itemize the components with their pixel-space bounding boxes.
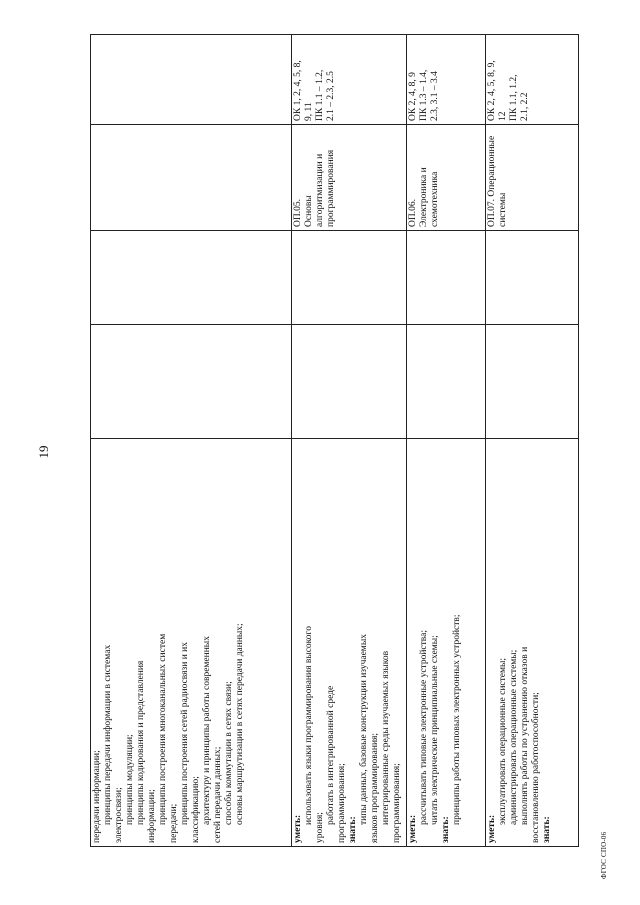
curriculum-table — [90, 34, 579, 847]
requirement-line: программирования; — [337, 763, 347, 843]
section-label: уметь: — [408, 814, 418, 843]
cell-line: 2.3, 3.1 – 3.4 — [430, 71, 440, 121]
requirement-line: администрировать операционные системы; — [509, 649, 519, 825]
requirement-line: работать в интегрированной среде — [326, 685, 336, 825]
requirement-line: языков программирования; — [370, 732, 380, 843]
section-label: уметь: — [487, 814, 497, 843]
table-row — [486, 35, 579, 847]
required-hours-cell — [407, 231, 486, 325]
requirement-line: классификацию; — [191, 776, 201, 843]
table-row — [91, 35, 292, 847]
cell-line: системы — [498, 192, 508, 227]
max-hours-cell — [407, 325, 486, 439]
requirement-line: принципы построения сетей радиосвязи и их — [180, 641, 190, 825]
cell-line: 2.1 – 2.3, 2.5 — [326, 71, 336, 121]
requirement-line: принципы передачи информации в системах — [103, 644, 113, 825]
requirement-line: принципы модуляции; — [125, 734, 135, 825]
required-hours-cell — [292, 231, 407, 325]
cell-line: ОП.06. — [408, 199, 418, 227]
cell-line: 9, 11 — [304, 102, 314, 121]
section-label: уметь: — [293, 814, 303, 843]
max-hours-cell — [292, 325, 407, 439]
cell-line: ПК 1.1, 1.2, — [509, 74, 519, 121]
cell-line: ОК 2, 4, 5, 8, 9, — [487, 60, 497, 121]
page-number: 19 — [36, 445, 51, 459]
discipline-cell — [292, 125, 407, 231]
cell-line: 2.1, 2.2 — [520, 92, 530, 121]
discipline-cell — [407, 125, 486, 231]
cell-line: ПК 1.1 – 1.2, — [315, 69, 325, 121]
requirement-line: информации; — [147, 789, 157, 843]
requirement-line: выполнять работы по устранению отказов и — [520, 646, 530, 825]
requirement-line: использовать языки программирования высокого — [304, 626, 314, 825]
requirement-line: передачи; — [169, 803, 179, 843]
requirement-line: интегрированные среды изучаемых языков — [381, 650, 391, 825]
competencies-cell — [486, 35, 579, 125]
required-hours-cell — [486, 231, 579, 325]
cell-line: 12 — [498, 111, 508, 121]
requirement-line: основы маршрутизации в сетях передачи данных; — [235, 623, 245, 825]
requirements-cell — [486, 439, 579, 847]
discipline-cell — [486, 125, 579, 231]
cell-line: ОП.07. Операционные — [487, 135, 497, 227]
requirement-line: передачи информации; — [92, 750, 102, 843]
requirement-line: программирования; — [392, 763, 402, 843]
table-row — [407, 35, 486, 847]
section-label: знать: — [348, 816, 358, 843]
section-label: знать: — [441, 816, 451, 843]
competencies-cell — [292, 35, 407, 125]
cell-line: ОК 1, 2, 4, 5, 8, — [293, 60, 303, 121]
cell-line: алгоритмизации и — [315, 153, 325, 227]
requirement-line: сетей передачи данных; — [213, 746, 223, 843]
cell-line: ОП.05. — [293, 199, 303, 227]
cell-line: ПК 1.3 – 1.4, — [419, 69, 429, 121]
requirement-line: принципы построения многоканальных систем — [158, 633, 168, 825]
requirement-line: восстановлению работоспособности; — [531, 692, 541, 843]
requirements-cell — [292, 439, 407, 847]
requirement-line: электросвязи; — [114, 787, 124, 843]
requirements-cell — [91, 439, 292, 847]
requirement-line: типы данных, базовые конструкции изучаемых — [359, 634, 369, 825]
requirement-line: рассчитывать типовые электронные устройства; — [419, 630, 429, 825]
requirement-line: способы коммутации в сетях связи; — [224, 681, 234, 825]
section-label: знать: — [542, 816, 552, 843]
requirements-cell — [407, 439, 486, 847]
requirement-line: архитектуру и принципы работы современных — [202, 636, 212, 825]
cell-line: программирования — [326, 149, 336, 227]
cell-line: Электроника и — [419, 167, 429, 227]
cell-line: схемотехника — [430, 171, 440, 227]
competencies-cell — [407, 35, 486, 125]
max-hours-cell — [486, 325, 579, 439]
discipline-cell — [91, 125, 292, 231]
required-hours-cell — [91, 231, 292, 325]
competencies-cell — [91, 35, 292, 125]
max-hours-cell — [91, 325, 292, 439]
requirement-line: принципы работы типовых электронных устройств; — [452, 614, 462, 825]
requirement-line: читать электрические принципиальные схемы; — [430, 635, 440, 825]
footer-code: ФГОС СПО-06 — [600, 831, 608, 879]
cell-line: Основы — [304, 195, 314, 227]
cell-line: ОК 2, 4, 8, 9 — [408, 72, 418, 121]
requirement-line: уровня; — [315, 812, 325, 843]
table-row — [292, 35, 407, 847]
requirement-line: эксплуатировать операционные системы; — [498, 657, 508, 825]
requirement-line: принципы кодирования и представления — [136, 660, 146, 825]
